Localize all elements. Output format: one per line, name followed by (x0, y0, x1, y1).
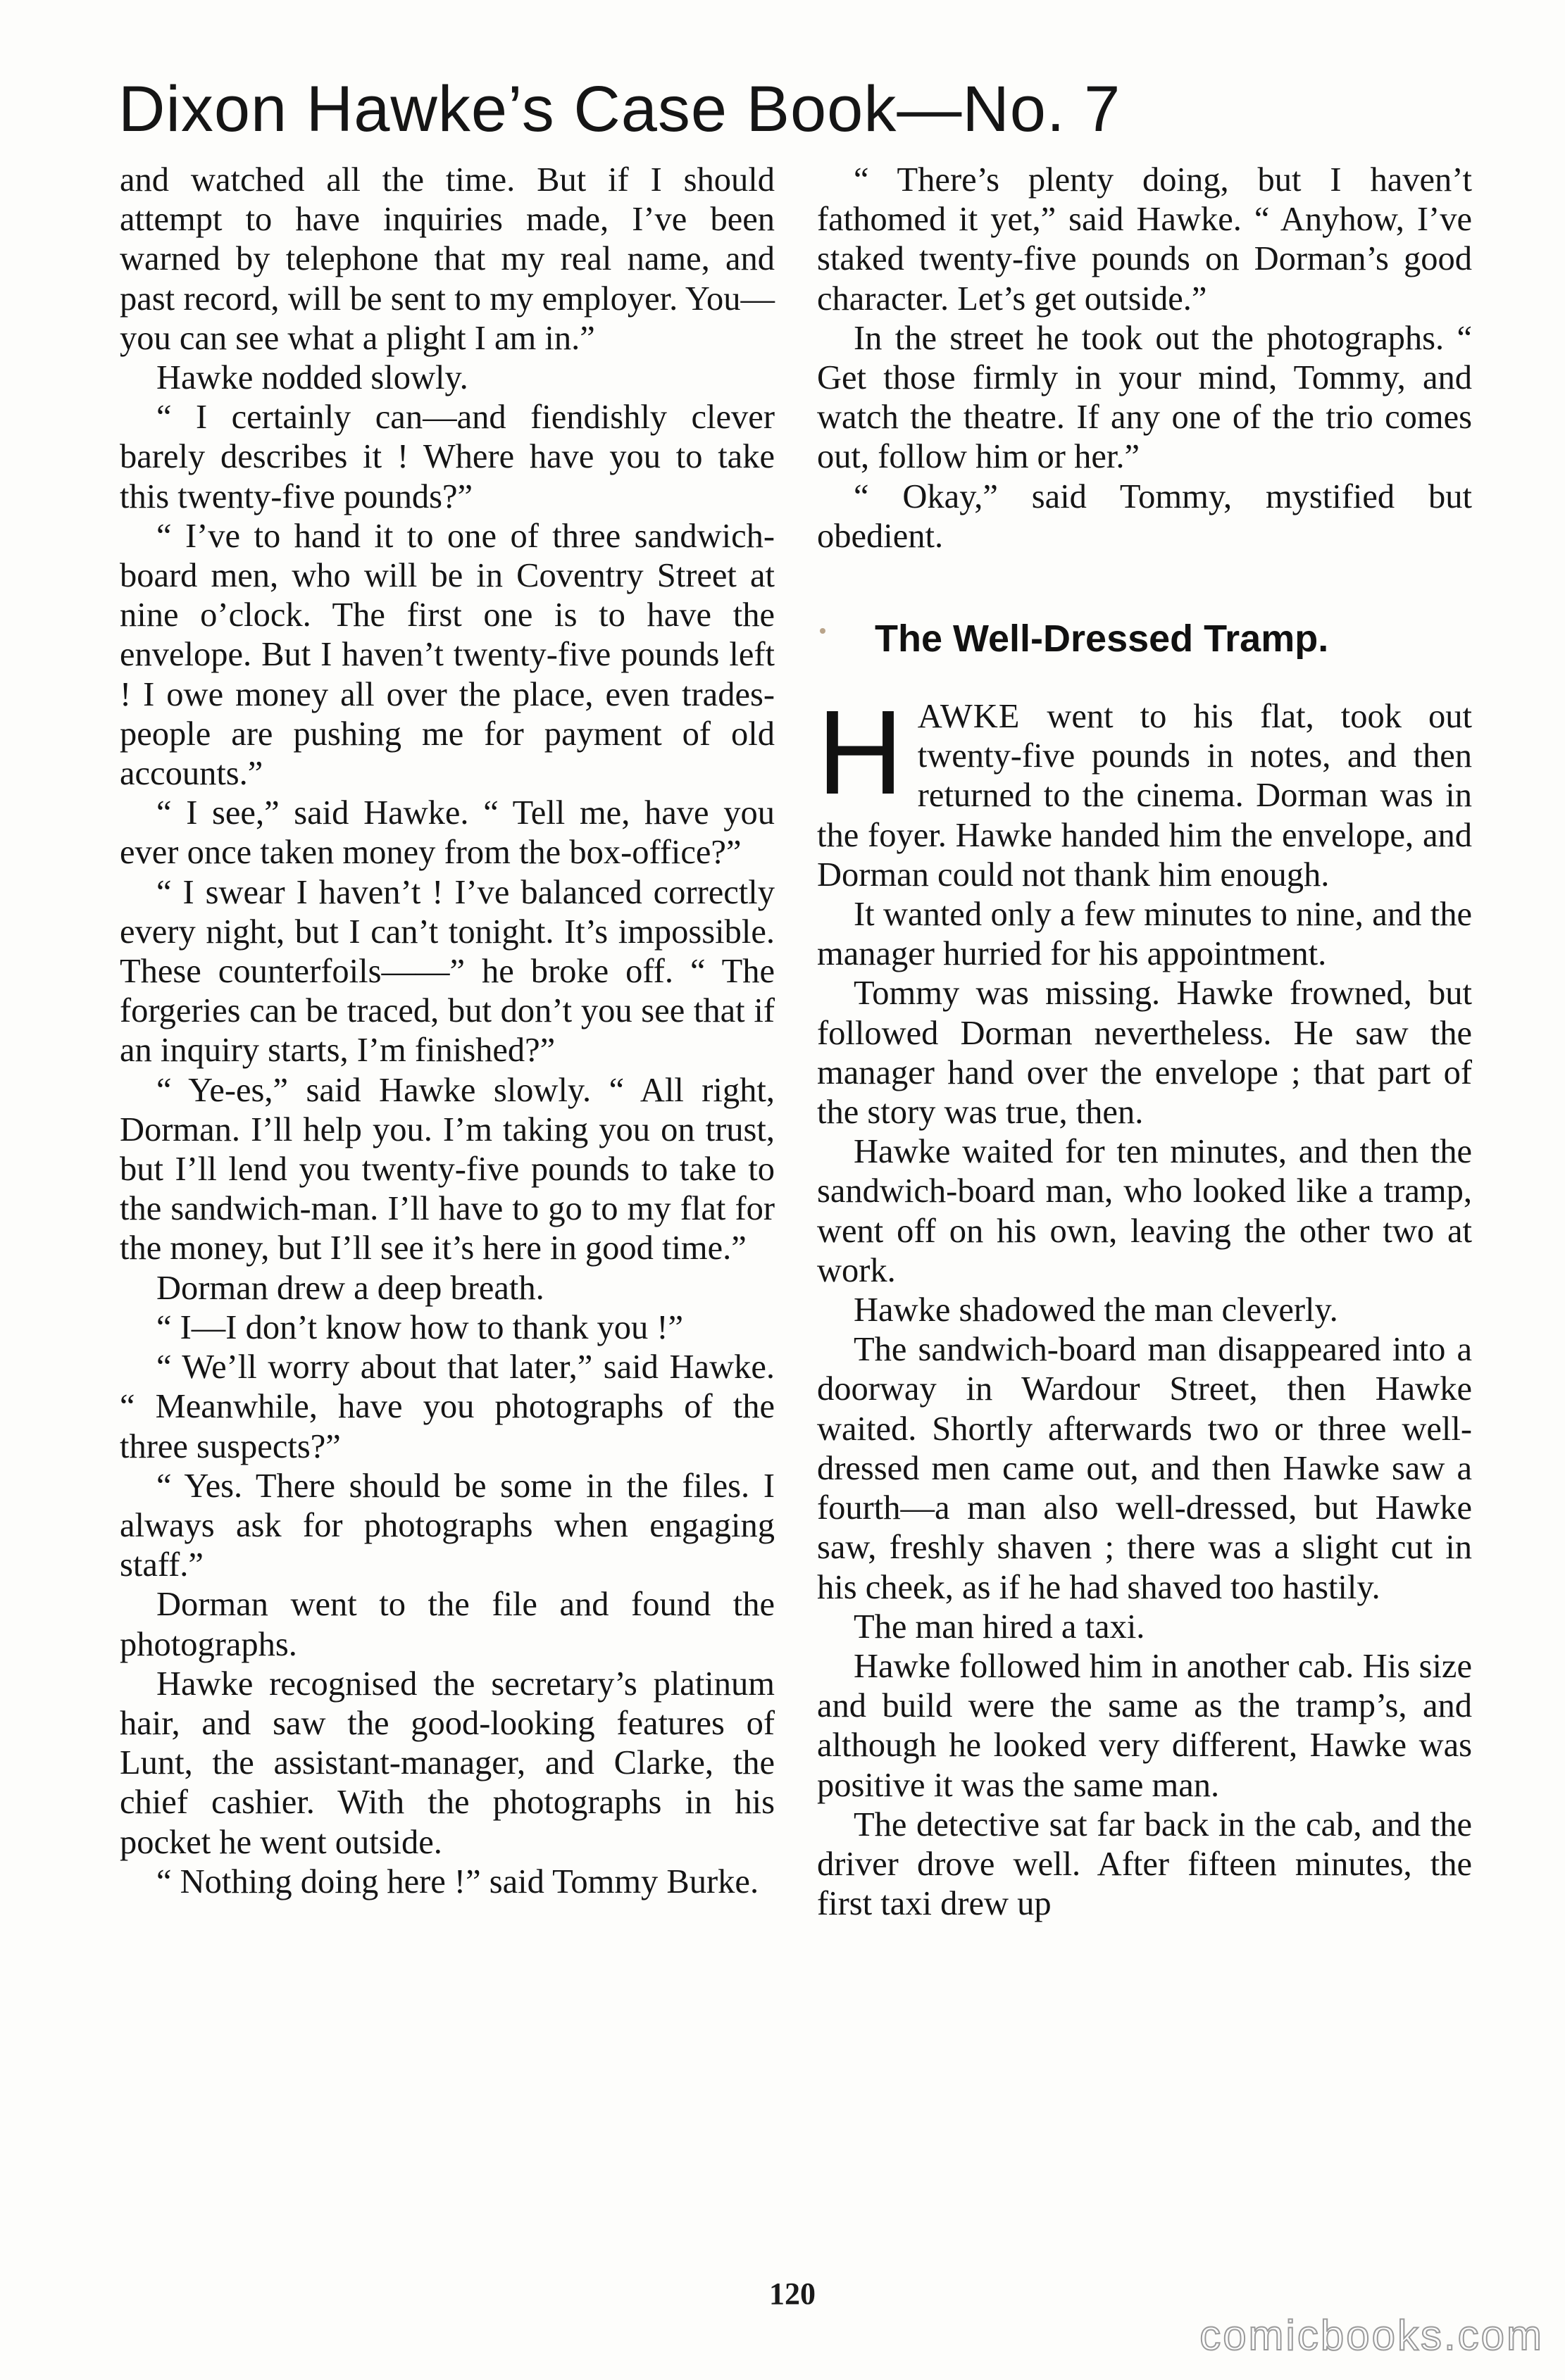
paragraph: “ Okay,” said Tommy, mystified but obedient. (817, 477, 1472, 555)
paragraph: “ I—I don’t know how to thank you !” (156, 1308, 684, 1346)
drop-cap-continuation: AWKE (917, 698, 1021, 736)
paragraph: Hawke followed him in another cab. His size and build were the same as the tramp’s, and although he looked very different, Hawke was positive it was the same man. (817, 1647, 1472, 1804)
paragraph: Hawke shadowed the man cleverly. (854, 1291, 1338, 1329)
left-column (120, 161, 775, 1902)
watermark: comicbooks.com (1199, 2312, 1544, 2359)
paragraph: and watched all the time. But if I should attempt to have inquiries made, I’ve been warned by telephone that my real name, and past record, will be sent to my employer. You—you can see what a plight I am in.” (120, 161, 775, 357)
page-title: Dixon Hawke’s Case Book—No. 7 (118, 73, 1121, 145)
paragraph: Hawke recognised the secretary’s platinum hair, and saw the good-looking features of Lunt, the assistant-manager, and Clarke, the chief cashier. With the photographs in his pocket he went outside. (120, 1665, 775, 1861)
paragraph-text: went to his flat, took out twenty-five pounds in notes, and then returned to the cinema. Dorman was in the foyer. Hawke handed him the envelope, and Dorman could not thank him enough. (817, 698, 1472, 894)
page-number: 120 (769, 2276, 816, 2311)
paragraph: Dorman went to the file and found the photographs. (120, 1586, 775, 1663)
right-column (817, 161, 1472, 1924)
paragraph: “ Ye-es,” said Hawke slowly. “ All right, Dorman. I’ll help you. I’m taking you on trust, but I’ll lend you twenty-five pounds to take to the sandwich-man. I’ll have to go to my flat for the money, but I’ll see it’s here in good time.” (120, 1071, 775, 1267)
paragraph: In the street he took out the photographs. “ Get those firmly in your mind, Tommy, and watch the theatre. If any one of the trio comes out, follow him or her.” (817, 319, 1472, 476)
paragraph: “ Nothing doing here !” said Tommy Burke. (156, 1862, 759, 1900)
paragraph: Dorman drew a deep breath. (156, 1269, 544, 1307)
paragraph: “ I see,” said Hawke. “ Tell me, have you ever once taken money from the box-office?” (120, 794, 775, 872)
section-heading-text: The Well-Dressed Tramp. (875, 618, 1329, 660)
paragraph: The man hired a taxi. (854, 1608, 1145, 1646)
section-heading (817, 613, 1472, 665)
paragraph: “ I swear I haven’t ! I’ve balanced correctly every night, but I can’t tonight. It’s impossible. These counterfoils——” he broke off. “ The forgeries can be traced, but don’t you see that if an inquiry starts, I’m finished?” (120, 873, 775, 1070)
paragraph: “ There’s plenty doing, but I haven’t fathomed it yet,” said Hawke. “ Anyhow, I’ve staked twenty-five pounds on Dorman’s good character. Let’s get outside.” (817, 161, 1472, 318)
paragraph: “ Yes. There should be some in the files. I always ask for photographs when engaging staff.” (120, 1467, 775, 1584)
dropcap-paragraph (817, 686, 1472, 895)
paragraph: The sandwich-board man disappeared into a doorway in Wardour Street, then Hawke waited. Shortly afterwards two or three well-dressed men came out, and then Hawke saw a fourth—a man also well-dressed, but Hawke saw, freshly shaven ; there was a slight cut in his cheek, as if he had shaved too hastily. (817, 1331, 1472, 1606)
drop-cap-letter: H (817, 686, 904, 820)
paragraph: The detective sat far back in the cab, and the driver drove well. After fifteen minutes, the first taxi drew up (817, 1805, 1472, 1923)
paragraph: Tommy was missing. Hawke frowned, but followed Dorman nevertheless. He saw the manager hand over the envelope ; that part of the story was true, then. (817, 975, 1472, 1132)
paragraph: “ We’ll worry about that later,” said Hawke. “ Meanwhile, have you photographs of the three suspects?” (120, 1348, 775, 1465)
paragraph: “ I’ve to hand it to one of three sandwich-board men, who will be in Coventry Street at nine o’clock. The first one is to have the envelope. But I haven’t twenty-five pounds left ! I owe money all over the place, even trades-people are pushing me for payment of old accounts.” (120, 517, 775, 793)
paragraph: It wanted only a few minutes to nine, and the manager hurried for his appointment. (817, 896, 1472, 973)
paragraph: Hawke nodded slowly. (156, 359, 468, 397)
bullet-dot-icon (820, 628, 825, 634)
paragraph: “ I certainly can—and fiendishly clever barely describes it ! Where have you to take this twenty-five pounds?” (120, 399, 775, 515)
paragraph: Hawke waited for ten minutes, and then the sandwich-board man, who looked like a tramp, went off on his own, leaving the other two at work. (817, 1133, 1472, 1289)
